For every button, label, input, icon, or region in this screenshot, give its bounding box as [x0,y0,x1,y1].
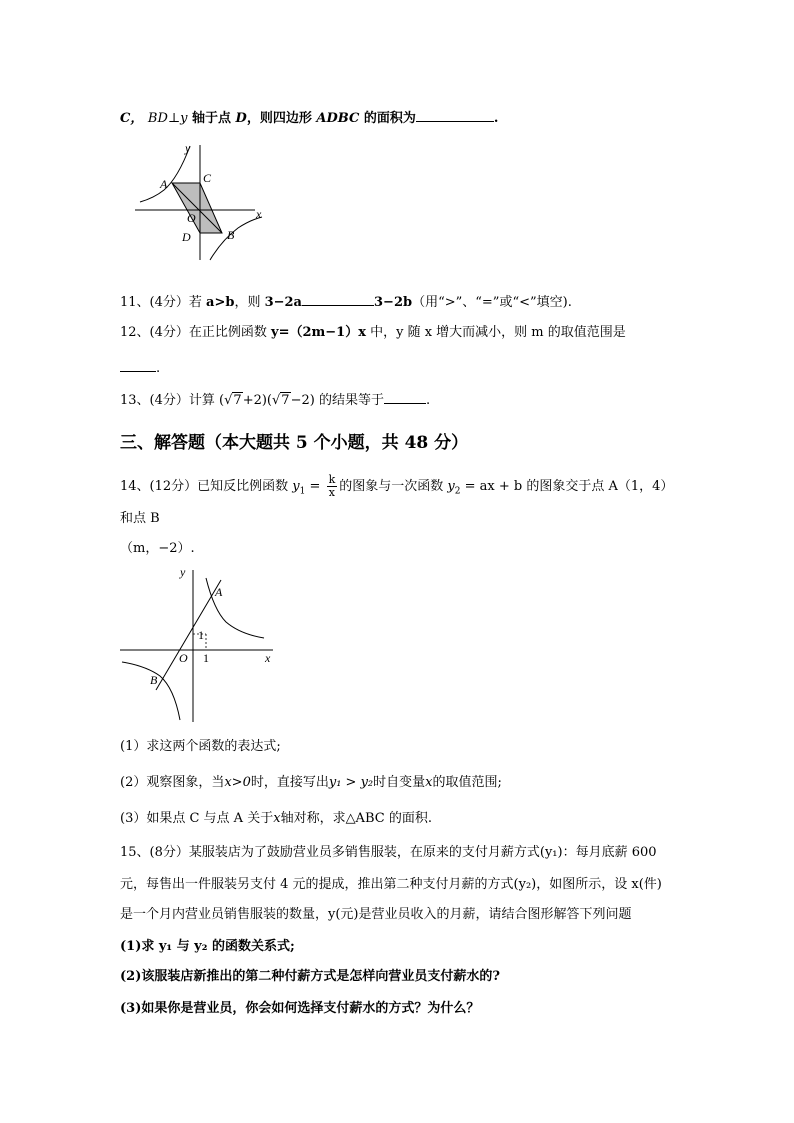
label-x: x [256,207,262,221]
label-c: C [203,171,212,185]
label-o: O [187,211,196,225]
label-a: A [160,177,168,191]
label-unit-y: 1 [198,628,204,642]
figure-quadrilateral-adbc [130,140,270,265]
figure-hyperbola-line [118,562,283,724]
question-14: 14、(12分）已知反比例函数 $y_1$ = $\frac{k}{x}$ 的图象与一次函数 $y_2$ = ax + b 的图象交于点 A（1，4） [120,473,674,499]
question-14-part-2: (2）观察图象，当x>0时，直接写出y₁ > y₂时自变量x的取值范围; [120,775,502,790]
question-15-line2: 元，每售出一件服装另支付 4 元的提成，推出第二种支付月薪的方式(y₂)，如图所示，设 x(件) [120,877,662,892]
question-14-part-1: (1）求这两个函数的表达式; [120,739,281,754]
fraction-k-over-x: $\frac{k}{x}$ [328,473,336,499]
label-a: A [215,585,223,599]
label-d: D [182,230,191,244]
question-14-part-3: (3）如果点 C 与点 A 关于x轴对称，求△ABC 的面积. [120,811,432,826]
answer-blank[interactable] [120,358,156,372]
hyperbola-branch-third-quadrant [122,662,180,720]
label-b: B [227,228,235,242]
label-o: O [179,651,188,665]
question-11: 11、(4分）若 a>b，则 3−2a 3−2b（用“>”、“=”或“<”填空). [120,292,572,312]
section-3-title: 三、解答题（本大题共 5 个小题，共 48 分） [120,433,469,453]
line-y2 [156,580,221,690]
answer-blank[interactable] [384,390,426,404]
label-y: y [180,565,186,579]
q10-tail: C， BD⊥y 轴于点 D，则四边形 ADBC 的面积为 . [120,108,498,128]
label-y: y [185,141,191,155]
question-13: 13、(4分）计算 (√7+2)(√7−2) 的结果等于 . [120,390,430,410]
answer-blank[interactable] [302,292,374,306]
question-14-line2: 和点 B [120,511,160,526]
label-x: x [265,651,271,665]
question-15-line1: 15、(8分）某服装店为了鼓励营业员多销售服装，在原来的支付月薪方式(y₁)：每月底薪 600 [120,845,657,860]
label-b: B [150,673,158,687]
label-unit-x: 1 [203,651,209,665]
question-15-part-1: (1)求 y₁ 与 y₂ 的函数关系式; [120,939,295,954]
question-12-blank-line: . [120,358,160,378]
question-12: 12、(4分）在正比例函数 y=（2m−1）x 中，y 随 x 增大而减小，则 m 的取值范围是 [120,325,626,340]
question-15-part-2: (2)该服装店新推出的第二种付薪方式是怎样向营业员支付薪水的? [120,969,500,984]
answer-blank[interactable] [416,108,494,122]
question-15-line3: 是一个月内营业员销售服装的数量，y(元)是营业员收入的月薪，请结合图形解答下列问题 [120,907,632,922]
question-14-line3: （m，−2）. [120,541,195,556]
question-15-part-3: (3)如果你是营业员，你会如何选择支付薪水的方式？为什么？ [120,1001,480,1016]
